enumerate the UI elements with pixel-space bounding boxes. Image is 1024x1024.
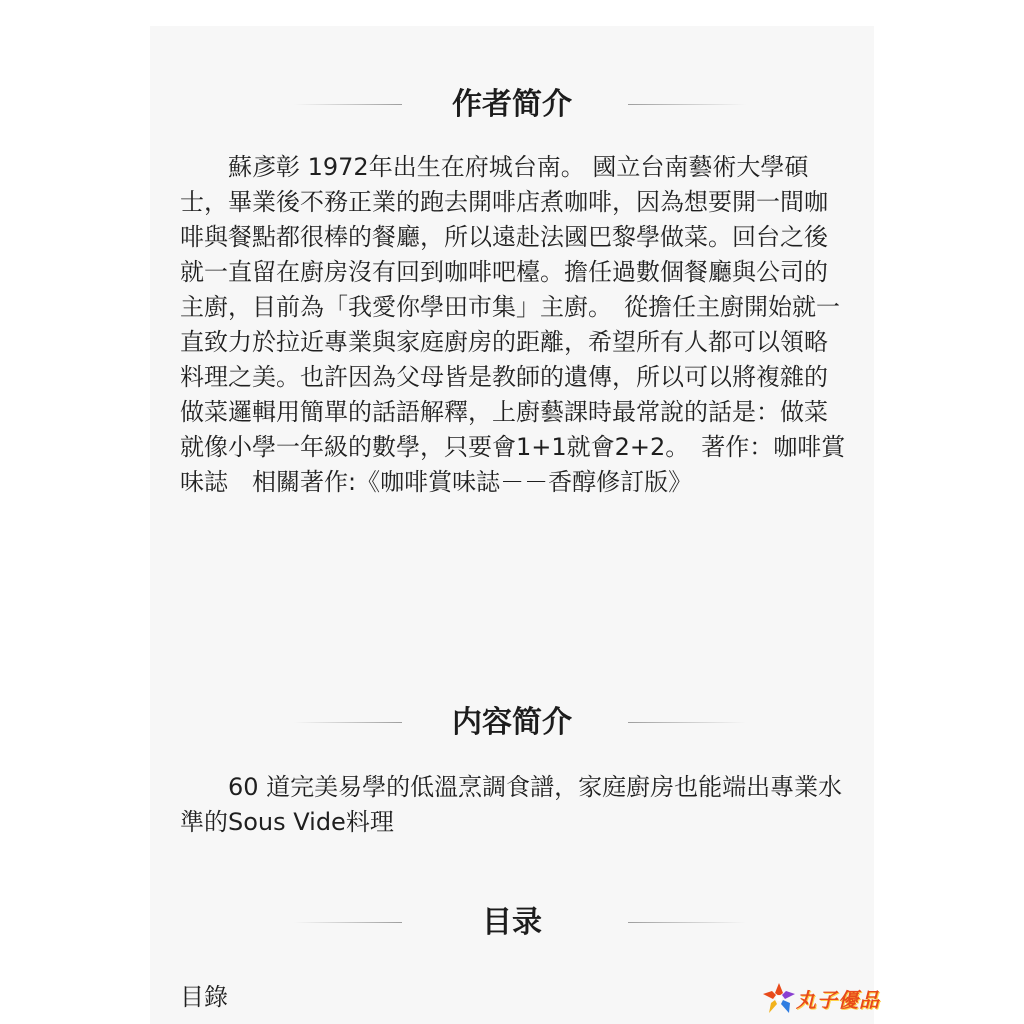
toc-section-title: 目录 [482, 905, 542, 940]
author-bio-text: 蘇彥彰 1972年出生在府城台南。 國立台南藝術大學碩士，畢業後不務正業的跑去開啡店煮咖啡，因為想要開一間咖啡與餐點都很棒的餐廳，所以遠赴法國巴黎學做菜。回台之後就一直留在廚房沒有回到咖啡吧檯。擔任過數個餐廳與公司的主廚，目前為「我愛你學田市集」主廚。 從擔任主廚開始就一直致力於拉近專業與家庭廚房的距離，希望所有人都可以領略料理之美。也許因為父母皆是教師的遺傳，所以可以將複雜的做菜邏輯用簡單的話語解釋，上廚藝課時最常說的話是：做菜就像小學一年級的數學，只要會1+1就會2+2。 著作：咖啡賞味誌 相關著作:《咖啡賞味誌－－香醇修訂版》 [180, 153, 846, 496]
author-section-header [150, 80, 874, 130]
watermark-logo [762, 982, 892, 1014]
toc-text: 目錄 [180, 983, 228, 1011]
divider-right [628, 104, 746, 105]
watermark-text: 丸子優品 [796, 988, 880, 1012]
content-section-title: 内容简介 [452, 705, 572, 740]
author-section-title: 作者简介 [452, 87, 572, 122]
divider-right [628, 722, 746, 723]
divider-right [628, 922, 746, 923]
content-panel [150, 26, 874, 1024]
content-summary-text: 60 道完美易學的低溫烹調食譜，家庭廚房也能端出專業水準的Sous Vide料理 [180, 773, 843, 836]
star-flower-logo-icon [762, 982, 796, 1014]
toc-section-header [150, 898, 874, 948]
content-section-header [150, 698, 874, 748]
